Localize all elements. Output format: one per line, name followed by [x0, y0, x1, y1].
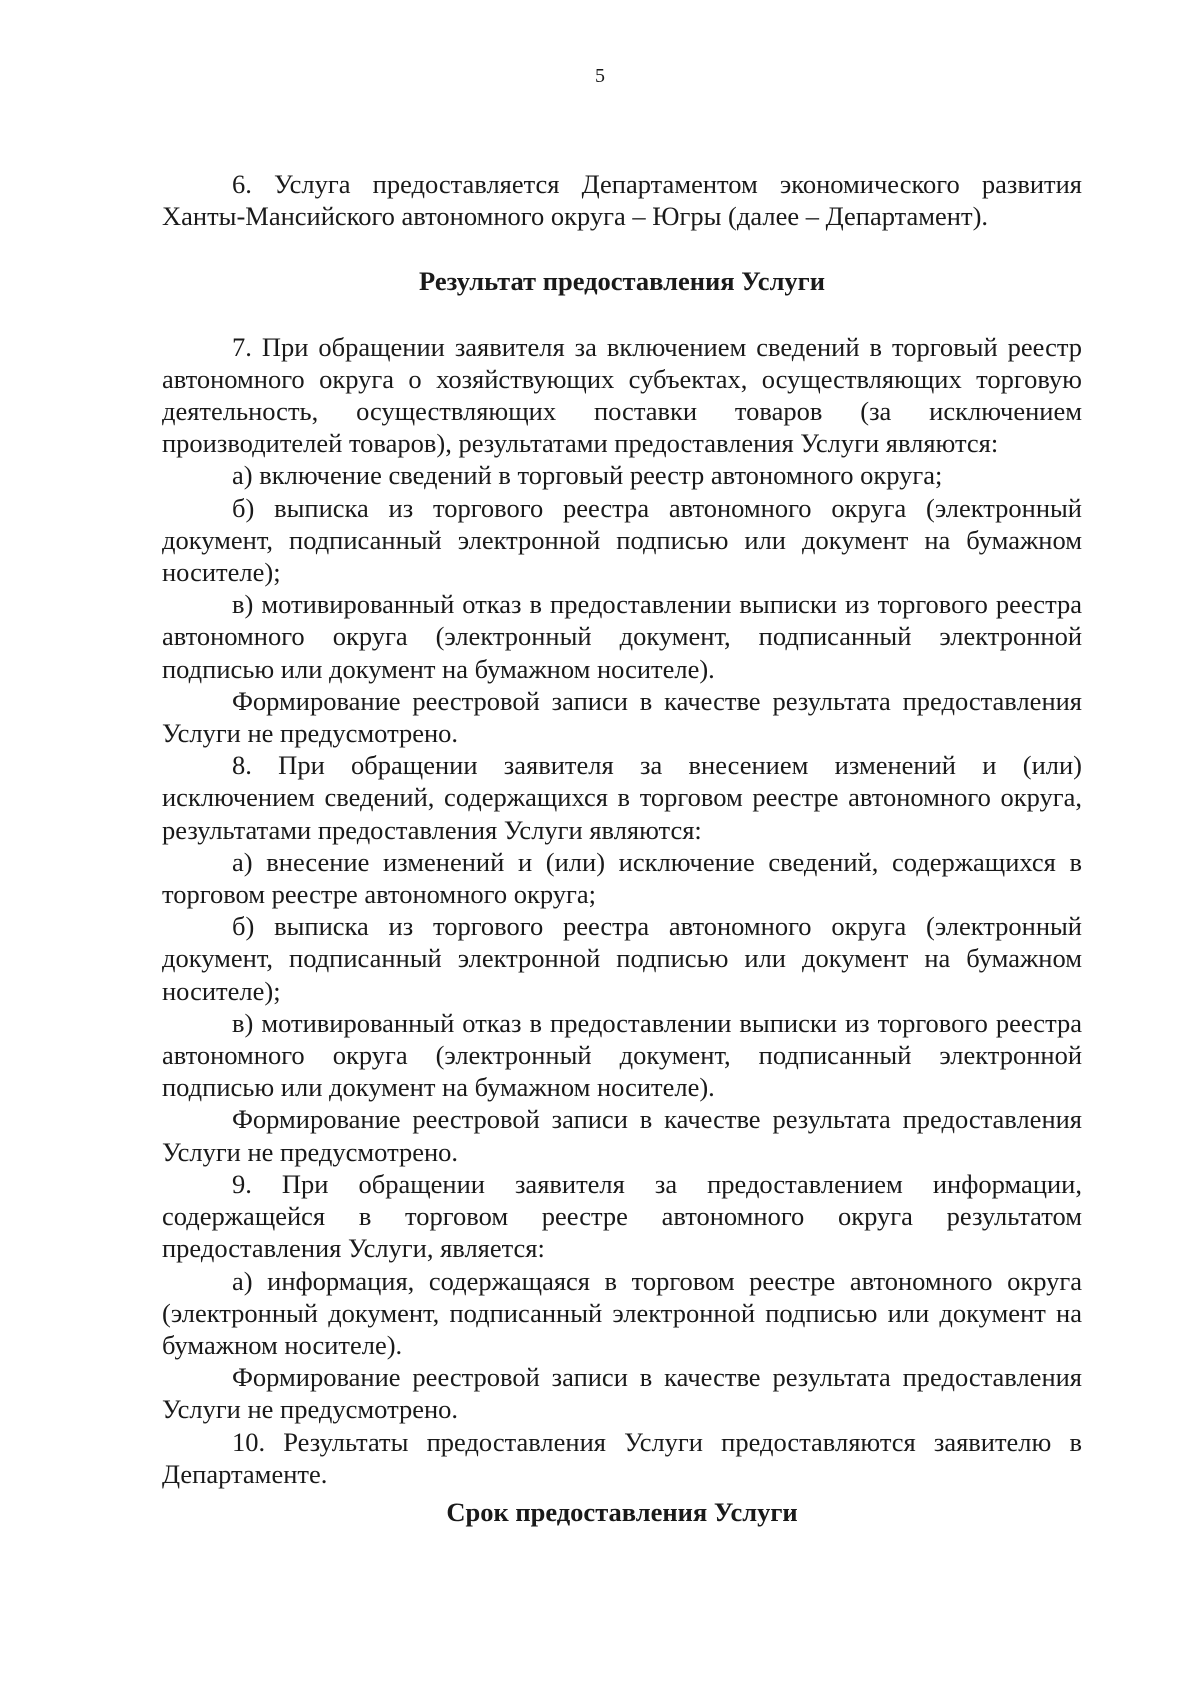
paragraph-7-b: б) выписка из торгового реестра автономного округа (электронный документ, подписанный электронной подписью или документ на бумажном носителе); — [162, 492, 1082, 588]
paragraph-9: 9. При обращении заявителя за предоставлением информации, содержащейся в торговом реестре автономного округа результатом предоставления Услуги, является: — [162, 1168, 1082, 1264]
paragraph-7-a: а) включение сведений в торговый реестр автономного округа; — [232, 460, 943, 491]
paragraph-9-a: а) информация, содержащаяся в торговом реестре автономного округа (электронный документ, подписанный электронной подписью или документ на бумажном носителе). — [162, 1265, 1082, 1360]
paragraph-7: 7. При обращении заявителя за включением сведений в торговый реестр автономного округа о хозяйствующих субъектах, осуществляющих торговую деятельность, осуществляющих поставки товаров (за исключением производителей товаров), результатами предоставления Услуги являются: — [162, 331, 1082, 459]
paragraph-8-b: б) выписка из торгового реестра автономного округа (электронный документ, подписанный электронной подписью или документ на бумажном носителе); — [162, 911, 1082, 1006]
paragraph-9-note: Формирование реестровой записи в качестве результата предоставления Услуги не предусмотрено. — [162, 1362, 1082, 1425]
section-heading-term: Срок предоставления Услуги — [446, 1496, 798, 1527]
paragraph-7-c: в) мотивированный отказ в предоставлении выписки из торгового реестра автономного округа (электронный документ, подписанный электронной подписью или документ на бумажном носителе). — [162, 589, 1082, 684]
paragraph-8-a: а) внесение изменений и (или) исключение сведений, содержащихся в торговом реестре автономного округа; — [162, 846, 1082, 910]
paragraph-8-note: Формирование реестровой записи в качестве результата предоставления Услуги не предусмотрено. — [162, 1104, 1082, 1167]
paragraph-7-note: Формирование реестровой записи в качестве результата предоставления Услуги не предусмотрено. — [162, 685, 1082, 749]
document-body — [162, 168, 1082, 1528]
section-heading-result: Результат предоставления Услуги — [419, 266, 825, 297]
paragraph-8: 8. При обращении заявителя за внесением изменений и (или) исключением сведений, содержащихся в торговом реестре автономного округа, результатами предоставления Услуги являются: — [162, 750, 1082, 845]
paragraph-6: 6. Услуга предоставляется Департаментом экономического развития Ханты-Мансийского автономного округа – Югры (далее – Департамент). — [162, 169, 1082, 232]
page-number: 5 — [595, 65, 605, 87]
paragraph-10: 10. Результаты предоставления Услуги предоставляются заявителю в Департаменте. — [162, 1426, 1082, 1489]
paragraph-8-c: в) мотивированный отказ в предоставлении выписки из торгового реестра автономного округа (электронный документ, подписанный электронной подписью или документ на бумажном носителе). — [162, 1007, 1082, 1103]
